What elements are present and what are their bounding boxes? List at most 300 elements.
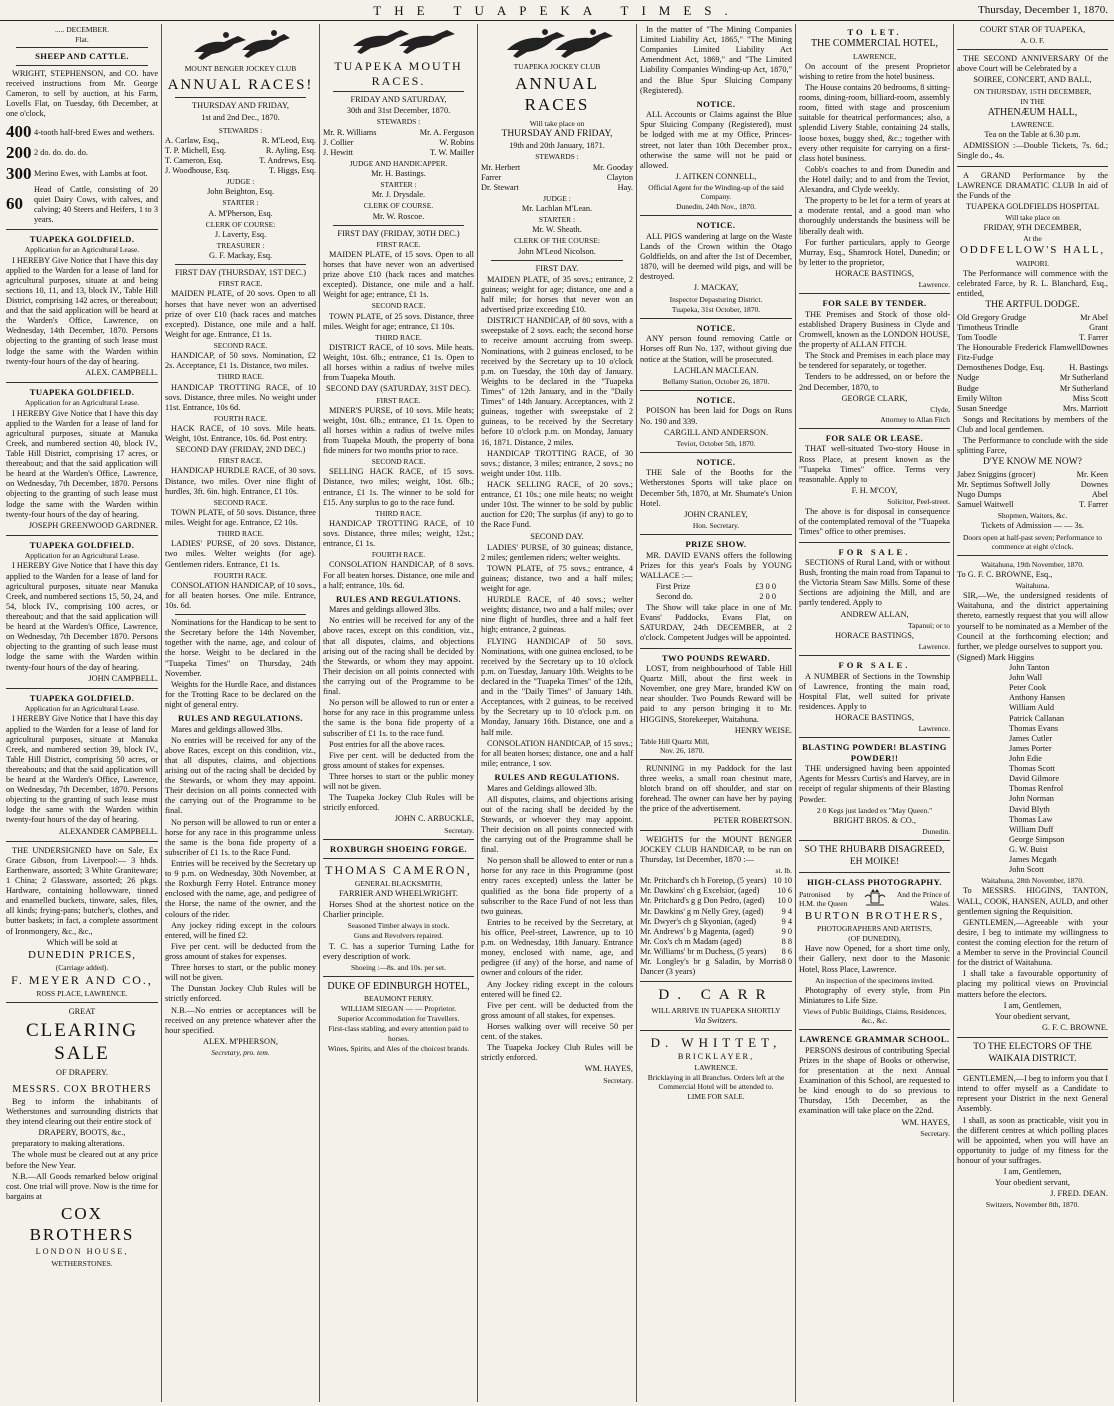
rule-item: Horses walking over will receive 50 per cent. of the stakes. [481, 1022, 633, 1042]
cast-row: Mr. Septimus Softwell Jolly Downes [957, 480, 1108, 490]
clerk-name: John M'Leod Nicolson. [518, 246, 596, 256]
notice-date: Bellamy Station, October 26, 1870. [662, 376, 770, 386]
timber-note: Seasoned Timber always in stock. [347, 921, 450, 931]
judge-name: John Beighton, Esq. [207, 187, 274, 197]
cox-stock: DRAPERY, BOOTS, &c., [38, 1128, 126, 1138]
hotel-body: On account of the present Proprietor wishing to retire from the hotel business. [799, 61, 950, 81]
column-1 [3, 24, 161, 1402]
second-day-heading: SECOND DAY. [530, 531, 584, 541]
lease-body-2: The above is for disposal in consequence of the contemplated removal of the "Tuapeka Times" office to other premises. [799, 507, 950, 537]
stewards-heading: STEWARDS : [376, 117, 421, 127]
race-dates: 1st and 2nd Dec., 1870. [201, 112, 280, 122]
sale-signature: HORACE BASTINGS, [835, 712, 914, 722]
notice-body: THE Sale of the Booths for the Wetherstones Sports will take place on December 5th, 1870, at Mr. Shumate's Union Hotel. [640, 468, 792, 508]
closing-2: Your obedient servant, [995, 1011, 1070, 1021]
notice-body: POISON has been laid for Dogs on Runs No. 190 and 339. [640, 406, 792, 426]
column-2 [161, 24, 319, 1402]
hotel-sig-place: Lawrence. [918, 280, 950, 290]
notice-heading: NOTICE. [696, 394, 736, 405]
race-item: HACK RACE, of 10 sovs. Mile heats. Weight, 10st. Entrance, 10s. 6d. Post entry. [165, 424, 316, 444]
oddfellows-hall: ODDFELLOW'S HALL, [959, 244, 1106, 257]
patronage-row [799, 889, 950, 909]
prize-body-2: The Show will take place in one of Mr. Evans' Paddocks, Evans Flat, on SATURDAY, 24th DECEMBER, at 2 o'clock. Competent Judges will be appointed. [640, 603, 792, 643]
lease-sig-role: Solicitor, Peel-street. [887, 497, 950, 507]
london-house: LONDON HOUSE, [35, 1247, 129, 1257]
race-heading: FOURTH RACE. [213, 413, 268, 423]
hotel-location: BEAUMONT FERRY. [364, 994, 433, 1004]
divider [640, 534, 792, 535]
notice-role: Official Agent for the Winding-up of the said Company. [648, 183, 784, 202]
divider [957, 1037, 1108, 1038]
secretary-role: Secretary, pro. tem. [211, 1047, 270, 1057]
rule-item: No person shall be allowed to enter or run a horse for any race in this Programme (post entry races excepted) unless the latter be qualified as the bona fide property of a subscriber to the Race Fund of not less than two guineas. [481, 856, 633, 916]
divider [333, 225, 464, 226]
of-drapery: OF DRAPERY. [56, 1067, 108, 1077]
rule-item: Five per cent. will be deducted from the gross amount of all stakes, for expenses. [481, 1000, 633, 1020]
cox-nb: N.B.—All Goods remarked below original cost. One trial will prove. Now is the time for bargains at [6, 1171, 158, 1201]
tender-body-2: The Stock and Premises in each place may be tendered for separately, or together. [799, 351, 950, 371]
intro: Will take place on [529, 118, 585, 128]
nominations-note: Nominations for the Handicap to be sent to the Secretary before the 14th November, together with the name, age, and colour of the horse. Weight to be declared in the "Tuapeka Times" on Thursday, 24th November. [165, 618, 316, 678]
cast-row: Tom Toodle T. Farrer [957, 333, 1108, 343]
rule-item: Three horses to start, or the public money will not be given. [165, 963, 316, 983]
starter-name: Mr. W. Sheath. [532, 225, 582, 235]
cast-row: Old Gregory Grudge Mr Abel [957, 312, 1108, 322]
starter-name: Mr. J. Drysdale. [371, 190, 426, 200]
divider [16, 47, 148, 48]
notice-role: Inspector Depasturing District. [669, 294, 763, 304]
stewards-list: Mr. R. Williams Mr. A. Ferguson J. Collier W. Robins J. Hewitt T. W. Mailler [323, 127, 474, 157]
dim-heading: ..... DECEMBER. [55, 25, 109, 34]
clerk-name: J. Laverty, Esq. [214, 229, 267, 239]
column-7 [953, 24, 1111, 1402]
carr-via: Via Switzers. [694, 1015, 738, 1025]
cast-row: Budge Mr Sutherland [957, 383, 1108, 393]
to-place: Waitahuna. [1015, 581, 1050, 591]
carr-body: WILL ARRIVE IN TUAPEKA SHORTLY [651, 1005, 781, 1015]
weights-row: Mr. Dawkins' ch g Excelsior, (aged) 10 6 [640, 886, 792, 896]
rule-item: All disputes, claims, and objections arising out of the racing shall be decided by the Stewards, or whoever they may appoint. Their decision on all points connected with the carrying out of the Programme shall be final. [481, 794, 633, 855]
column-3 [319, 24, 477, 1402]
masthead [0, 0, 1114, 21]
requisition-date: Waitahuna, 19th November, 1870. [981, 559, 1084, 569]
race-item: DISTRICT HANDICAP, of 80 sovs, with a sweepstake of 2 sovs. each; the second horse to receive amount accruing from sweep. Nominations, with 2 guineas enclosed, to be received by the Secretary up to 10 o'clock p.m. on Tuesday, the 10th day of January. Weights to be declared in the "Tuapeka Times" of 12th January, and in the "Daily Times" of 14th January. Acceptances, with 2 guineas, together with sweepstake of 2 guineas, to be received by the Secretary before 10 o'clock p.m. on Monday, January 16, 1871. Distance, 2 miles. [481, 316, 633, 447]
race-item: TOWN PLATE, of 25 sovs. Distance, three miles. Weight for age; entrance, £1 10s. [323, 311, 474, 331]
artful-dodge-title: THE ARTFUL DODGE. [985, 300, 1080, 311]
treasurer-heading: TREASURER : [216, 240, 265, 250]
gentlemen-body-2: I shall take a favourable opportunity of placing my political views on Provincial matters before the electors. [957, 969, 1108, 999]
for-sale-heading: FOR SALE. [838, 660, 911, 671]
rules-heading: RULES AND REGULATIONS. [494, 772, 620, 783]
cast-row: Jabez Sniggins (grocer) Mr. Keen [957, 469, 1108, 479]
school-signature: WM. HAYES, [901, 1117, 950, 1127]
mouth-races-title: TUAPEKA MOUTH RACES. [334, 59, 463, 88]
lease-signature: JOHN CAMPBELL. [88, 673, 158, 683]
court-heading: COURT STAR OF TUAPEKA, [979, 25, 1086, 34]
closing-1: I am, Gentlemen, [1003, 1000, 1062, 1010]
cast-row: Demosthenes Dodge, Esq. H. Bastings [957, 363, 1108, 373]
issue-date: Thursday, December 1, 1870. [977, 4, 1108, 16]
blasting-kegs: 2 0 Kegs just landed ex "May Queen." [816, 805, 933, 815]
to-messrs: To MESSRS. HIGGINS, TANTON, WALL, COOK, HANSEN, AULD, and other gentlemen signing the Requisition. [957, 886, 1108, 916]
whittet-body: Bricklaying in all Branches. Orders left at the Commercial Hotel will be attended to. [647, 1072, 785, 1092]
soiree-date: ON THURSDAY, 15TH DECEMBER, [973, 86, 1092, 96]
weights-unit: st. lb. [775, 866, 792, 876]
divider [6, 688, 158, 689]
rule-item: The Tuapeka Jockey Club Rules will be strictly enforced. [481, 1043, 633, 1063]
race-heading: SECOND RACE. [213, 341, 268, 351]
cox-brothers-name: COX BROTHERS [29, 1203, 135, 1244]
rules-heading: RULES AND REGULATIONS. [178, 713, 303, 724]
lot-item: 300 Merino Ewes, with Lambs at foot. [6, 163, 148, 183]
weights-note: Weights for the Hurdle Race, and distances for the Trotting Race to be declared on the night of general entry. [165, 679, 316, 709]
divider [6, 382, 158, 383]
race-item: MINER'S PURSE, of 10 sovs. Mile heats; weight, 10st. 6lb.; entrance, £1 1s. Open to all horses within a radius of twelve miles from Tuapeka Mouth, the property of bona fide miners for two months prior to race. [323, 405, 474, 456]
requisition-body: SIR,—We, the undersigned residents of Waitahuna, and the district appertaining thereto, earnestly request that you will allow yourself to be nominated as a Member of the Council at the forthcoming election; and further, we pledge ourselves to support you. [957, 591, 1108, 651]
divider [799, 737, 950, 738]
judge-name: Mr. H. Bastings. [371, 169, 426, 179]
race-item: HANDICAP, of 50 sovs. Nomination, £2 2s. Acceptance, £1 1s. Distance, two miles. [165, 351, 316, 371]
weights-heading: WEIGHTS for the MOUNT BENGER JOCKEY CLUB HANDICAP, to be run on Thursday, 1st December, 1870 :— [640, 834, 792, 864]
dim-flat: Flat. [75, 35, 89, 45]
notice-date: Dunedin, 24th Nov., 1870. [676, 202, 756, 212]
meyer-name: F. MEYER AND CO., [11, 973, 153, 988]
prize-body: MR. DAVID EVANS offers the following Prizes for this year's Foals by YOUNG WALLACE :— [640, 550, 792, 580]
first-day-heading: FIRST DAY (THURSDAY, 1ST DEC.) [175, 268, 306, 278]
notice-body: ALL Accounts or Claims against the Blue Spur Sluicing Company (Registered), must be lodged with me at my Office, Princes-street, not later than 10th December prox., otherwise the same will not be paid or allowed. [640, 110, 792, 170]
secretary-signature: JOHN C. ARBUCKLE, [394, 814, 474, 824]
judge-heading: JUDGE : [226, 177, 255, 187]
shopmen: Shopmen, Waiters, &c. [997, 511, 1068, 521]
race-item: MAIDEN PLATE, of 20 sovs. Open to all horses that have never won an advertised prize of over £10 (hack races and matches excepted). Distance, one mile and a half. Weight for age. Entrance, £1 1s. [165, 289, 316, 339]
hotel-body-5: For further particulars, apply to George Murray, Esq., Shamrock Hotel, Dunedin; or by letter to the proprietor, [799, 237, 950, 267]
starter-heading: STARTER : [538, 215, 576, 225]
stewards-list: Mr. Herbert Mr. Gooday Farrer Clayton Dr. Stewart Hay. [481, 162, 633, 192]
annual-races-title: ANNUAL RACES [515, 74, 599, 114]
cox-body: Beg to inform the inhabitants of Wetherstones and surrounding districts that they intend clearing out their entire stock of [6, 1096, 158, 1127]
lot-item: 200 2 do. do. do. do. [6, 143, 88, 163]
rule-item: Mares and geldings allowed 3lbs. [329, 605, 441, 615]
performance-body: The Performance will commence with the celebrated Farce, by R. L. Blanchard, Esq., entitled, [957, 268, 1108, 299]
divider [640, 318, 792, 319]
sale-place-2: Lawrence. [918, 641, 950, 651]
electors-heading: TO THE ELECTORS OF THE WAIKAIA DISTRICT. [973, 1042, 1092, 1064]
school-body: PERSONS desirous of contributing Special Prizes in the shape of Books or otherwise, for presentation at the next Annual Examination of this School, are requested to be kind enough to do so previous to Thursday, 15th December, as the examination will take place on the 22nd. [799, 1045, 950, 1116]
race-item: DISTRICT RACE, of 10 sovs. Mile heats. Weight, 10st. 6lb.; entrance, £1 1s. Open to all horses within a radius of twelve miles from Tuapeka Mouth. [323, 342, 474, 383]
notice-signature: J. MACKAY, [693, 283, 739, 293]
secretary-signature: WM. HAYES, [584, 1064, 633, 1074]
goldfield-sub: Application for an Agricultural Lease. [24, 245, 140, 255]
burton-views: Views of Public Buildings, Claims, Residences, &c., &c. [802, 1007, 947, 1026]
race-item: MAIDEN PLATE, of 15 sovs. Open to all horses that have never won an advertised prize above £10 (hack races and matches excepted). Distance, one mile and a half. Weight for age; entrance, £1 1s. [323, 249, 474, 300]
patron-left: Patronised by H.M. the Queen [799, 889, 854, 908]
lease-signature: F. H. M'COY, [851, 485, 898, 495]
secretary-signature: ALEX. M'PHERSON, [202, 1036, 279, 1046]
goldfield-heading: TUAPEKA GOLDFIELD. [29, 692, 135, 703]
rule-item: The Tuapeka Jockey Club Rules will be strictly enforced. [323, 793, 474, 813]
race-days: THURSDAY AND FRIDAY, [192, 101, 289, 111]
blasting-body: THE undersigned having been appointed Agents for Messrs Curtis's and Harvey, are in receipt of regular shipments of their Blasting Powder. [799, 764, 950, 804]
mining-matter: In the matter of "The Mining Companies Limited Liability Act, 1865," "The Mining Companies Limited Liability Act Amendment Act, 1869," and "The Limited Liability Companies Winding-up Act, 1870," and the Blue Spur Sluicing Company (Registered). [640, 25, 792, 95]
race-item: CONSOLATION HANDICAP, of 10 sovs., for all beaten horses. One mile. Entrance, 10s. 6d. [165, 580, 316, 610]
column-6 [795, 24, 953, 1402]
race-days: THURSDAY AND FRIDAY, [501, 128, 613, 139]
weights-table [640, 876, 792, 977]
lot-item: 60 Head of Cattle, consisting of 20 quiet Dairy Cows, with calves, and calving; 40 Steers and Heifers, 1 to 3 years. [6, 184, 158, 224]
divider [640, 759, 792, 760]
racehorse-engraving-icon [186, 26, 296, 62]
lease-signature: ALEXANDER CAMPBELL. [58, 826, 158, 836]
patron-right: And the Prince of Wales. [896, 889, 950, 908]
judge-heading: JUDGE AND HANDICAPPER. [349, 158, 448, 168]
forge-heading: ROXBURGH SHOEING FORGE. [330, 843, 467, 854]
rules-heading: RULES AND REGULATIONS. [336, 593, 461, 604]
rule-item: Three horses to start or the public money will not be given. [323, 771, 474, 792]
divider [640, 648, 792, 649]
hotel-body-3: Cobb's coaches to and from Dunedin and the Hotel daily; and to and from the Teviot, Alexandra, and Clyde weekly. [799, 164, 950, 195]
cast-row: Emily Wilton Miss Scott [957, 393, 1108, 403]
to-let-heading: TO LET. [847, 27, 902, 37]
race-item: CONSOLATION HANDICAP, of 15 sovs.; for all beaten horses; distance, one and a half mile; entrance, 1 sov. [481, 738, 633, 768]
reward-body: LOST, from neighbourhood of Table Hill Quartz Mill, about the first week in November, one grey Mare, branded KW on near shoulder. Two Pounds Reward will be paid to any person bringing it to Mr. HIGGINS, Storekeeper, Waitahuna. [640, 664, 792, 724]
second-day-heading: SECOND DAY (SATURDAY, 31ST DEC). [326, 384, 471, 394]
lot-item: 400 4-tooth half-bred Ewes and wethers. [6, 122, 155, 142]
race-days: FRIDAY AND SATURDAY, [350, 95, 447, 105]
goldfield-heading: TUAPEKA GOLDFIELD. [29, 539, 135, 550]
whittet-place: LAWRENCE. [694, 1062, 738, 1072]
lease-signature: ALEX. CAMPBELL. [85, 367, 158, 377]
cox-body-2: preparatory to making alterations. [12, 1139, 125, 1149]
reply-date: Waitahuna, 28th November, 1870. [981, 876, 1084, 886]
grand-performance: A GRAND Performance by the LAWRENCE DRAMATIC CLUB In aid of the Funds of the [957, 170, 1108, 200]
stewards-list: A. Carlaw, Esq., R. M'Leod, Esq. T. P. Michell, Esq. R. Ayling, Esq. T. Cameron, Esq. T. Andrews, Esq. J. Woodhouse, Esq. T. Higgs, Esq. [165, 135, 316, 176]
race-heading: FIRST RACE. [376, 395, 421, 405]
gentlemen-body-4: I shall, as soon as practicable, visit you in the different centres at which polling places will be appointed, when you will have an opportunity to judge of my fitness for the honour of your suffrages. [957, 1115, 1108, 1166]
notice-signature: CARGILL AND ANDERSON. [663, 427, 769, 437]
doors-note: Doors open at half-past seven; Performance to commence at eight o'clock. [962, 532, 1103, 551]
gentlemen-body-3: GENTLEMEN,—I beg to inform you that I intend to offer myself as a Candidate to represent your District in the next General Assembly. [957, 1074, 1108, 1114]
race-item: TOWN PLATE, of 75 sovs.; entrance, 4 guineas; distance, two and a half miles; weight for age. [481, 563, 633, 594]
notice-body: ALL PIGS wandering at large on the Waste Lands of the Crown within the Otago Goldfields, on and after the 1st of December, 1870, will be deemed wild pigs, and will be destroyed. [640, 231, 792, 282]
divider [640, 390, 792, 391]
reward-signature: HENRY WEISE. [734, 725, 792, 735]
divider [799, 655, 950, 656]
hotel-place: LAWRENCE, [853, 51, 896, 61]
divider [6, 229, 158, 230]
guns-note: Guns and Revolvers repaired. [353, 931, 444, 941]
rhubarb-heading: SO THE RHUBARB DISAGREED, EH MOIKE! [804, 845, 945, 867]
burton-name: BURTON BROTHERS, [804, 909, 945, 922]
rule-item: Entries will be received by the Secretary up to 9 p.m. on Wednesday, 30th November, at the Roxburgh Ferry Hotel. Entrance money enclosed with the name, age, and pedigree of the Horse, the name of the owner, and the colours of the rider. [165, 858, 316, 919]
admission-note: ADMISSION :—Double Tickets, 7s. 6d.; Single do., 4s. [957, 141, 1108, 161]
race-heading: THIRD RACE. [375, 508, 422, 518]
club-name: TUAPEKA JOCKEY CLUB [513, 62, 601, 71]
divider [799, 1029, 950, 1030]
sale-body: SECTIONS of Rural Land, with or without Bush, fronting the main road from Tapanui to the Victoria Steam Saw Mills. Some of these Sections are adjoining the Mill, and are partly tendered. Apply to [799, 557, 950, 608]
lease-body: THAT well-situated Two-story House in Ross Place, at present known as the "Tuapeka Times" office. Terms very reasonable. Apply to [799, 444, 950, 484]
goldfield-heading: TUAPEKA GOLDFIELD. [29, 386, 135, 397]
clearing-sale-title: CLEARING SALE [25, 1020, 139, 1065]
sale-signature-2: HORACE BASTINGS, [835, 630, 914, 640]
divider [640, 452, 792, 453]
sale-body: A NUMBER of Sections in the Township of Lawrence, fronting the main road, Hospital Flat, well suited for private residences. Apply to [799, 671, 950, 711]
at-the: At the [1023, 234, 1042, 244]
commercial-hotel: THE COMMERCIAL HOTEL, [810, 38, 939, 50]
prize-table: First Prize £3 0 0 Second do. 2 0 0 [656, 581, 776, 601]
rule-item: Five per cent. will be deducted from the gross amount of stakes for expenses. [323, 750, 474, 770]
race-item: HURDLE RACE, of 40 sovs.; welter weights; distance, two and a half miles; over nine flight of hurdles, three and a half feet high; entrance, 2 guineas. [481, 595, 633, 635]
tender-heading: FOR SALE BY TENDER. [822, 298, 927, 309]
burton-inspection: An inspection of the specimens invited. [815, 975, 934, 985]
sale-signature: ANDREW ALLAN, [840, 609, 909, 619]
burton-photography: Photography of every style, from Pin Miniatures to Life Size. [799, 985, 950, 1005]
rule-item: The Dunstan Jockey Club Rules will be strictly enforced. [165, 984, 316, 1004]
cameron-body: Horses Shod at the shortest notice on the Charlier principle. [323, 900, 474, 920]
shoeing-price: Shoeing :—8s. and 10s. per set. [351, 962, 446, 972]
notice-body: ANY person found removing Cattle or Horses off Run No. 137, without giving due notice at the Station, will be prosecuted. [640, 334, 792, 364]
race-item: LADIES' PURSE, of 20 sovs. Distance, two miles. Welter weights (for age). Gentlemen riders. Entrance, £1 1s. [165, 539, 316, 569]
dye-know-me-title: D'YE KNOW ME NOW? [983, 457, 1082, 468]
notice-heading: NOTICE. [696, 456, 736, 467]
divider [640, 215, 792, 216]
divider [175, 614, 306, 615]
race-heading: FIRST RACE. [218, 279, 263, 289]
rule-item: Mares and Geldings allowed 3lb. [487, 783, 597, 793]
goldfield-sub: Application for an Agricultural Lease. [24, 551, 140, 561]
tender-body: THE Premises and Stock of those old-established Drapery Business in Clyde and Cromwell, known as the LONDON HOUSE, the property of ALLAN FITCH. [799, 309, 950, 350]
tender-sig-place: Clyde, [930, 404, 950, 414]
hall-place: LAWRENCE. [1011, 120, 1054, 130]
whittet-name: D. WHITTET, [650, 1034, 782, 1050]
for-sale-heading: FOR SALE. [838, 546, 911, 557]
carriage-note: (Carriage added). [55, 963, 109, 973]
browne-signature: G. F. C. BROWNE. [1042, 1022, 1108, 1032]
divider [16, 65, 148, 66]
wetherstones: WETHERSTONES. [51, 1258, 113, 1268]
cameron-role-2: FARRIER AND WHEELWRIGHT. [339, 888, 458, 898]
rule-item: Entries to be received by the Secretary, at his office, Peel-street, Lawrence, up to 10 p.m. on Wednesday, 18th January. Entrance money, enclosed with name, age, and pedigree (if any) of the horse, and name of owner and colours of the rider. [481, 917, 633, 978]
weights-row: Mr. Cox's ch m Madam (aged) 8 8 [640, 936, 792, 946]
judge-heading: JUDGE : [543, 193, 571, 203]
rule-item: Any jockey riding except in the colours entered, will be fined £2. [165, 920, 316, 940]
songs-note: Songs and Recitations by members of the Club and local gentlemen. [957, 414, 1108, 434]
rule-item: Any Jockey riding except in the colours entered will be fined £2. [481, 979, 633, 999]
stewards-heading: STEWARDS : [535, 152, 579, 162]
race-item: CONSOLATION HANDICAP, of 8 sovs. For all beaten horses. Distance, one mile and a half; entrance, 10s. 6d. [323, 560, 474, 590]
divider [957, 555, 1108, 556]
race-item: HACK SELLING RACE, of 20 sovs.; entrance, £1 10s.; one mile heats; no weight under 10st. The winner to be sold by public auction for £20; The surplus (if any) to go to the Race Fund. [481, 479, 633, 530]
divider [640, 981, 792, 982]
hotel-signature: HORACE BASTINGS, [835, 269, 914, 278]
cast-row: Samuel Waitwell T. Farrer [957, 500, 1108, 510]
rule-item: No person will be allowed to run or enter a horse for any race in this programme unless the same is the bona fide property of a subscriber of £1 1s. to the Race Fund. [165, 817, 316, 857]
running-notice: RUNNING in my Paddock for the last three weeks, a small roan chestnut mare, blotch brand on off shoulder, and star on forehead. The owner can have her by paying the price of the advertisement. [640, 764, 792, 814]
race-item: HANDICAP HURDLE RACE, of 30 sovs. Distance, two miles. Over nine flight of hurdles, 3ft. 6in. high. Entrance, £1 10s. [165, 466, 316, 496]
judge-name: Mr. Lachlan M'Lean. [521, 204, 593, 214]
photography-heading: HIGH-CLASS PHOTOGRAPHY. [807, 877, 942, 888]
cox-heading: MESSRS. COX BROTHERS [12, 1083, 152, 1095]
racehorse-engraving-icon [339, 26, 459, 56]
cast-list-2 [957, 470, 1108, 510]
anniversary-body: THE SECOND ANNIVERSARY Of the above Court will be Celebrated by a [957, 54, 1108, 74]
notice-heading: NOTICE. [696, 98, 736, 109]
lease-notice: I HEREBY Give Notice that I have this day applied to the Warden for a lease of land for agricultural purposes, situate at Manuka Creek, and numbered section 40, block IV., Table Hill District, comprising 17 acres, or thereabout; and that the said application will be heard at the Warden's Office, Lawrence, on Wednesday, 7th December, 1870. Persons objecting to the granting of such lease must lodge the same with the Warden within twenty-four hours of the day of hearing. [6, 408, 158, 519]
cast-row: Timotheus Trindle Grant [957, 322, 1108, 332]
notice-heading: NOTICE. [696, 322, 736, 333]
burton-body: Have now Opened, for a short time only, their Gallery, next door to the Masonic Hotel, Ross Place, Lawrence. [799, 944, 950, 974]
court-sub: A. O. F. [1020, 36, 1045, 46]
rule-item: Five per cent. will be deducted from the gross amount of stakes for expenses. [165, 941, 316, 961]
treasurer-name: G. F. Mackay, Esq. [208, 251, 273, 261]
hotel-body-2: The House contains 20 bedrooms, 8 sitting-rooms, dining-room, billiard-room, assembly room, fitted with stage and proscenium suitable for theatrical performances; also, a splendid Livery Stable, containing 24 stalls, loose boxes, buggy shed, &c.; together with every other requisite for carrying on a first-class hotel business. [799, 83, 950, 163]
whittet-role: BRICKLAYER, [677, 1051, 755, 1061]
starter-heading: STARTER : [222, 198, 259, 208]
signatory-list: John Tanton John Wall Peter Cook Anthony Hansen William Auld Patrick Callanan Thomas Evans James Cutler James Porter John Edie Thomas Scott David Gilmore Thomas Renfrol John Norman David Blyth Thomas Law William Duff George Simpson G. W. Buist James Mcgath John Scott [1009, 663, 1065, 875]
school-role: Secretary. [920, 1128, 950, 1138]
race-heading: FIRST RACE. [218, 456, 263, 466]
newspaper-title: THE TUAPEKA TIMES. [373, 3, 741, 18]
meyer-address: ROSS PLACE, LAWRENCE. [36, 988, 128, 998]
divider [957, 166, 1108, 167]
race-heading: FOURTH RACE. [213, 570, 268, 580]
tea-note: Tea on the Table at 6.30 p.m. [984, 130, 1081, 140]
weights-row: Mr. Dwyer's ch g Skyonian, (aged) 9 4 [640, 916, 792, 926]
performance-body-2: The Performance to conclude with the side splitting Farce, [957, 436, 1108, 456]
race-heading: FIRST RACE. [376, 239, 421, 249]
weights-row: Mr. Pritchard's g g Don Pedro, (aged) 10 0 [640, 896, 792, 906]
cameron-name: THOMAS CAMERON, [325, 863, 472, 878]
notice-role: Hon. Secretary. [692, 520, 740, 530]
hotel-body: Superior Accommodation for Travellers. [337, 1014, 460, 1024]
sold-at: Which will be sold at [46, 937, 118, 947]
whittet-lime: LIME FOR SALE. [687, 1092, 745, 1102]
cast-row: The Honourable Frederick Flamwell Fitz-Fudge Downes [957, 343, 1108, 363]
great-label: GREAT [68, 1007, 96, 1017]
race-item: FLYING HANDICAP of 50 sovs. Nominations, with one guinea enclosed, to be received by the Secretary up to 10 o'clock p.m. on Tuesday, January 10th. Weights to be declared in the "Tuapeka Times" of the 12th, and in the "Daily Times" of January 14th. Acceptances, with 2 guineas, to be received by the Secretary up to 10 o'clock p.m. on Monday, January 16th. Distance, one and a half mile. [481, 636, 633, 737]
weights-row: Mr. Dawkins' g m Nelly Grey, (aged) 9 4 [640, 906, 792, 916]
to-browne: To G. F. C. BROWNE, Esq., [957, 570, 1053, 580]
hospital-name: TUAPEKA GOLDFIELDS HOSPITAL [965, 201, 1099, 211]
weights-row: Mr. Longley's br g Saladin, by Morris Dancer (3 years) 8 0 [640, 957, 792, 977]
prize-heading: PRIZE SHOW. [685, 539, 747, 550]
royal-crest-icon [863, 889, 887, 909]
will-take-place: Will take place on [1005, 212, 1060, 222]
notice-signature: JOHN CRANLEY, [684, 509, 748, 519]
divider [6, 1002, 158, 1003]
rule-item: No person will be allowed to run or enter a horse for any race in this programme unless the same is the bona fide property of a subscriber of £1 1s. to the race fund. [323, 698, 474, 738]
clerk-heading: CLERK OF THE COURSE: [514, 236, 600, 246]
race-heading: FOURTH RACE. [371, 550, 426, 560]
signed-first: (Signed) Mark Higgins [957, 652, 1034, 662]
notice-signature: LACHLAN MACLEAN. [673, 365, 759, 375]
lease-heading: FOR SALE OR LEASE. [825, 433, 924, 443]
race-dates: 30th and 31st December, 1870. [346, 106, 451, 116]
gentlemen-body: GENTLEMEN,—Agreeable with your desire, I beg to intimate my willingness to contest the coming election for the return of a Member to serve in the Provincial Council for the district of Waitahuna. [957, 917, 1108, 968]
weights-row: Mr. Pritchard's ch h Foretop, (5 years) 10 10 [640, 876, 792, 886]
carr-name: D. CARR [658, 987, 774, 1004]
divider [323, 858, 474, 859]
hotel-proprietor: WILLIAM SIEGAN — — Proprietor. [340, 1004, 457, 1014]
race-item: HANDICAP TROTTING RACE, of 30 sovs.; distance, 3 miles; entrance, 2 sovs.; no weight under 10st. 11lb. [481, 448, 633, 478]
hotel-body-4: The property to be let for a term of years at a moderate rental, and a good man who thoroughly understands the business will be liberally dealt with. [799, 196, 950, 236]
blasting-signature: BRIGHT BROS. & CO., [833, 815, 916, 825]
goldfield-sub: Application for an Agricultural Lease. [24, 704, 140, 714]
lathe-note: T. C. has a superior Turning Lathe for every description of work. [323, 941, 474, 961]
race-item: HANDICAP TROTTING RACE, of 10 sovs. Distance, three miles; weight, 12st.; entrance, £1 1s. [323, 518, 474, 549]
starter-heading: STARTER : [380, 180, 417, 190]
divider [799, 542, 950, 543]
divider [6, 841, 158, 842]
